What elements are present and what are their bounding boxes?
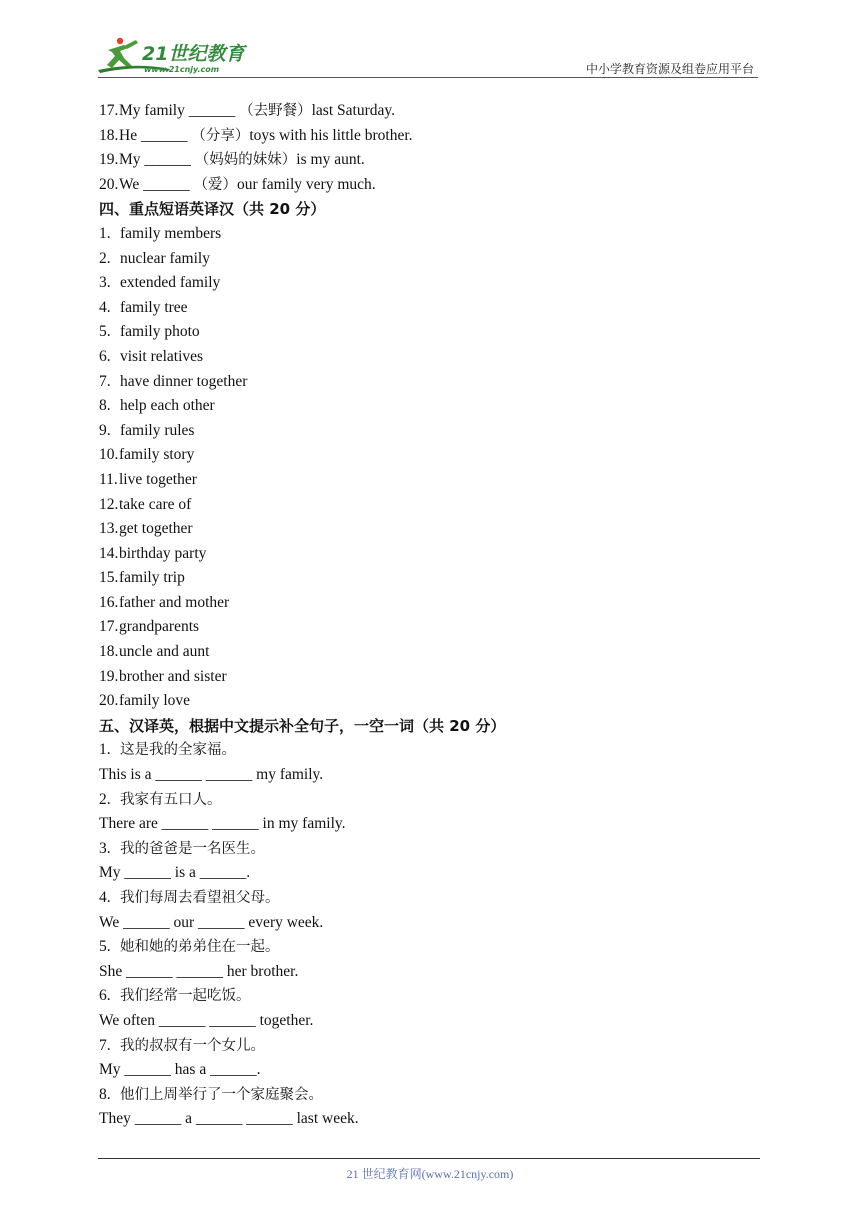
phrase-number: 14. (99, 544, 119, 562)
question-number: 19. (99, 151, 119, 169)
phrase-text: grandparents (119, 618, 200, 636)
phrase-text: family story (119, 446, 195, 464)
question-text: My family ______ (119, 102, 240, 119)
phrase-number: 17. (99, 618, 119, 636)
translation-prompt (99, 935, 759, 960)
phrase-number: 15. (99, 569, 119, 587)
phrase-item (99, 394, 759, 419)
chinese-sentence: 我们每周去看望祖父母。 (120, 890, 280, 906)
phrase-text: family love (119, 692, 191, 710)
translation-answer-line: We often ______ ______ together. (99, 1011, 314, 1029)
translation-prompt (99, 886, 759, 911)
phrase-item (99, 517, 759, 542)
phrase-number: 10. (99, 446, 119, 464)
chinese-hint: （分享） (191, 127, 250, 144)
chinese-sentence: 这是我的全家福。 (120, 742, 236, 759)
chinese-sentence: 我的叔叔有一个女儿。 (120, 1037, 265, 1054)
phrase-text: have dinner together (120, 372, 248, 390)
page-header (98, 30, 758, 78)
phrase-number: 2. (99, 249, 111, 267)
translation-answer-line: My ______ has a ______. (99, 1061, 261, 1079)
question-text: toys with his little brother. (249, 126, 413, 144)
question-line (99, 173, 759, 198)
header-platform-text: 中小学教育资源及组卷应用平台 (585, 62, 754, 76)
phrase-number: 5. (99, 323, 111, 341)
question-text: He ______ (119, 126, 192, 144)
prompt-number: 1. (99, 741, 111, 759)
phrase-item (99, 493, 759, 518)
footer-divider (98, 1158, 760, 1159)
runner-icon (107, 38, 138, 68)
question-number: 20. (99, 175, 119, 193)
logo-text: 21世纪教育 (142, 43, 245, 65)
phrase-item (99, 271, 759, 296)
phrase-number: 3. (99, 274, 111, 292)
prompt-number: 7. (99, 1036, 111, 1054)
translation-answer-line: She ______ ______ her brother. (99, 962, 299, 980)
translation-prompt (99, 788, 759, 813)
footer-link[interactable]: 21 世纪教育网(www.21cnjy.com) (346, 1167, 514, 1181)
phrase-text: extended family (120, 274, 221, 292)
question-text: We ______ (119, 175, 194, 193)
translation-prompt (99, 837, 759, 862)
prompt-number: 5. (99, 938, 111, 956)
phrase-number: 19. (99, 667, 119, 685)
header-divider (98, 77, 758, 78)
phrase-text: father and mother (119, 593, 230, 611)
phrase-item (99, 689, 759, 714)
phrase-item (99, 665, 759, 690)
phrase-item (99, 640, 759, 665)
phrase-number: 4. (99, 298, 111, 316)
phrase-item (99, 443, 759, 468)
translation-answer-line: My ______ is a ______. (99, 864, 251, 882)
phrase-item (99, 615, 759, 640)
translation-answer-line: There are ______ ______ in my family. (99, 815, 346, 833)
phrase-text: nuclear family (120, 249, 210, 267)
phrase-number: 8. (99, 397, 111, 415)
chinese-sentence: 她和她的弟弟住在一起。 (120, 939, 280, 956)
phrase-number: 18. (99, 643, 119, 661)
prompt-number: 2. (99, 790, 111, 808)
phrase-item (99, 320, 759, 345)
phrase-item (99, 370, 759, 395)
phrase-text: family members (120, 224, 222, 242)
chinese-hint: （爱） (193, 176, 238, 193)
question-line (99, 148, 759, 173)
phrase-number: 6. (99, 347, 111, 365)
phrase-text: uncle and aunt (119, 643, 210, 661)
phrase-number: 12. (99, 495, 119, 513)
prompt-number: 8. (99, 1085, 111, 1103)
question-number: 17. (99, 102, 119, 119)
phrase-item (99, 591, 759, 616)
question-line (99, 124, 759, 149)
prompt-number: 3. (99, 839, 111, 857)
phrase-item (99, 468, 759, 493)
phrase-item (99, 247, 759, 272)
translation-answer-line: This is a ______ ______ my family. (99, 766, 324, 784)
section-heading: 五、汉译英，根据中文提示补全句子，一空一词（共 20 分） (99, 716, 506, 735)
logo-url: www.21cnjy.com (144, 65, 220, 74)
phrase-text: family rules (120, 421, 195, 439)
translation-answer-line: They ______ a ______ ______ last week. (99, 1110, 359, 1128)
translation-prompt (99, 1034, 759, 1059)
question-line (99, 99, 759, 124)
phrase-item (99, 345, 759, 370)
prompt-number: 4. (99, 889, 111, 906)
chinese-sentence: 我家有五口人。 (120, 791, 222, 808)
chinese-sentence: 我们经常一起吃饭。 (120, 988, 251, 1005)
phrase-number: 7. (99, 372, 111, 390)
chinese-hint: （去野餐） (239, 103, 312, 119)
question-text: is my aunt. (296, 151, 365, 169)
phrase-number: 11. (99, 470, 118, 488)
phrase-text: brother and sister (119, 667, 227, 685)
chinese-sentence: 他们上周举行了一个家庭聚会。 (120, 1086, 323, 1103)
phrase-number: 20. (99, 692, 119, 710)
chinese-sentence: 我的爸爸是一名医生。 (120, 840, 265, 857)
document-body (99, 99, 759, 1132)
phrase-text: help each other (120, 397, 215, 415)
translation-prompt (99, 738, 759, 763)
phrase-item (99, 542, 759, 567)
phrase-item (99, 296, 759, 321)
phrase-number: 9. (99, 421, 111, 439)
phrase-text: birthday party (119, 544, 207, 562)
prompt-number: 6. (99, 987, 111, 1005)
phrase-text: family trip (119, 569, 185, 587)
section-heading: 四、重点短语英译汉（共 20 分） (99, 200, 326, 219)
phrase-number: 1. (99, 224, 111, 242)
phrase-text: family tree (120, 298, 188, 316)
phrase-item (99, 419, 759, 444)
phrase-text: visit relatives (120, 347, 204, 365)
phrase-text: family photo (120, 323, 200, 341)
phrase-text: get together (119, 520, 193, 538)
question-number: 18. (99, 126, 119, 144)
phrase-number: 16. (99, 593, 119, 611)
phrase-item (99, 222, 759, 247)
translation-prompt (99, 984, 759, 1009)
question-text: our family very much. (237, 175, 376, 193)
phrase-number: 13. (99, 520, 119, 538)
phrase-item (99, 566, 759, 591)
phrase-text: live together (119, 470, 197, 488)
question-text: My ______ (119, 151, 195, 169)
logo (98, 36, 258, 76)
phrase-text: take care of (119, 495, 192, 513)
question-text: last Saturday. (311, 102, 395, 119)
translation-answer-line: We ______ our ______ every week. (99, 913, 324, 931)
translation-prompt (99, 1083, 759, 1108)
chinese-hint: （妈妈的妹妹） (194, 152, 297, 169)
